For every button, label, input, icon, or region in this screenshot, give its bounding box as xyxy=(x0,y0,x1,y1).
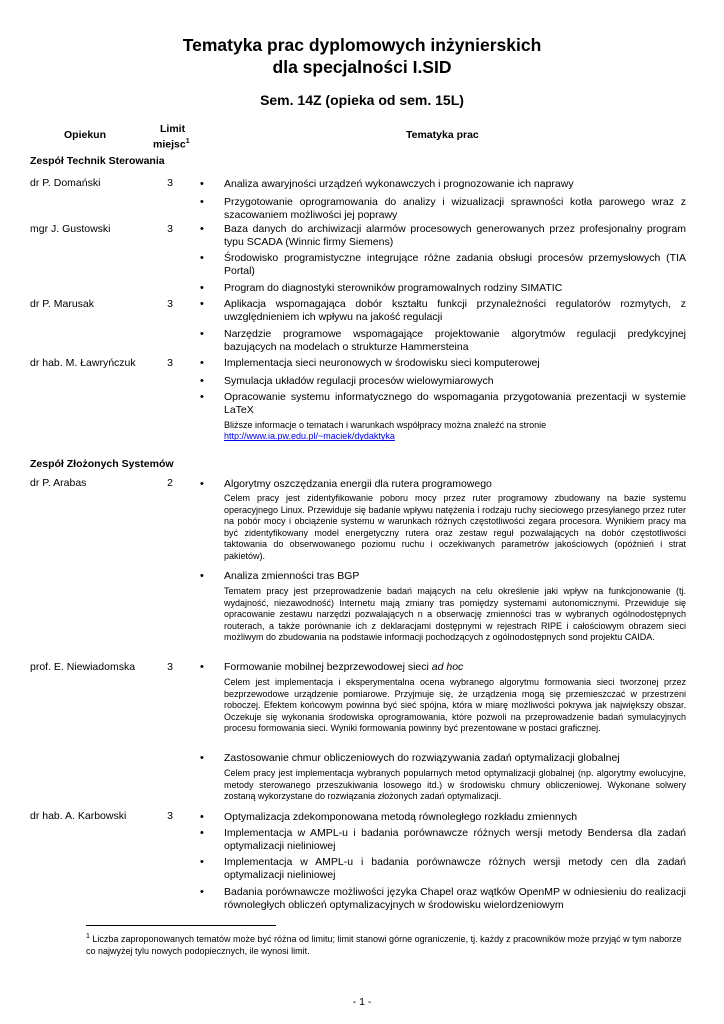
section-title: Zespół Złożonych Systemów xyxy=(30,458,174,470)
limit-value: 3 xyxy=(167,357,173,369)
topic-item: • Formowanie mobilnej bezprzewodowej sieci ad hoc xyxy=(224,661,686,674)
topic-item: • Przygotowanie oprogramowania do analizy i wizualizacji sprawności kotła parowego wraz z szacowaniem możliwości jej poprawy xyxy=(224,196,686,221)
document-title-line1: Tematyka prac dyplomowych inżynierskich xyxy=(182,35,542,55)
limit-value: 3 xyxy=(167,298,173,310)
header-limit-line1: Limit xyxy=(160,123,186,135)
topic-item: • Środowisko programistyczne integrujące różne zadania obsługi procesów przemysłowych (TIA Portal) xyxy=(224,252,686,277)
supervisor-name: dr hab. M. Ławryńczuk xyxy=(30,357,136,369)
topic-item: • Symulacja układów regulacji procesów wielowymiarowych xyxy=(224,375,686,388)
topic-item: • Narzędzie programowe wspomagające projektowanie algorytmów regulacji predykcyjnej bazujących na modelach o strukturze Hammersteina xyxy=(224,328,686,353)
topic-item: • Zastosowanie chmur obliczeniowych do rozwiązywania zadań optymalizacji globalnej xyxy=(224,752,686,765)
topic-item: • Optymalizacja zdekomponowana metodą równoległego rozkładu zmiennych xyxy=(224,811,686,824)
supervisor-name: dr P. Marusak xyxy=(30,298,94,310)
supervisor-name: dr hab. A. Karbowski xyxy=(30,810,127,822)
footnote-divider xyxy=(86,925,276,926)
supervisor-name: dr P. Domański xyxy=(30,177,101,189)
topic-description: Celem pracy jest implementacja wybranych popularnych metod optymalizacji globalnej (np. algorytmy ewolucyjne, metody sterowanego przeszukiwania losowego itd.) w środowisku chmury obliczeniowej. Wykonane solwery zostaną wykorzystane do rozwiązania złożonych zadań optymalizacji. xyxy=(224,768,686,802)
topic-item: • Implementacja sieci neuronowych w środowisku sieci komputerowej xyxy=(224,357,686,370)
header-limit-line2: miejsc$^1$ xyxy=(153,138,190,151)
footnote-text: Liczba zaproponowanych tematów może być różna od limitu; limit stanowi górne ograniczenie, tj. każdy z pracowników może przyjąć w tym naborze co najwyżej tylu nowych podopiecznych, ile wynosi limit. xyxy=(86,934,682,956)
limit-value: 3 xyxy=(167,223,173,235)
supervisor-name: dr P. Arabas xyxy=(30,477,87,489)
section-title: Zespół Technik Sterowania xyxy=(30,155,165,167)
topic-item: • Implementacja w AMPL-u i badania porównawcze różnych wersji metody Bendersa dla zadań optymalizacji nieliniowej xyxy=(224,827,686,852)
topic-item: • Algorytmy oszczędzania energii dla rutera programowego xyxy=(224,478,686,491)
topic-description: Celem jest implementacja i eksperymentalna ocena wybranego algorytmu formowania sieci tworzonej przez bezprzewodowe urządzenie pomiarowe. Przyjmuje się, że urządzenia mogą się przemieszczać w przestrzeni roboczej. Efektem końcowym powinna być sieć spójna, która w miarę możliwości pokrywa jak największy obszar. Oczekuje się wykonania środowiska oprogramowania, które pozwoli na przeprowadzenie badań symulacyjnych procesu formowania sieci. Wyniki formowania powinny być prezentowane w postaci graficznej. xyxy=(224,677,686,734)
topic-description: Tematem pracy jest przeprowadzenie badań mających na celu określenie jaki wpływ na funkcjonowanie (tj. wydajność, niezawodność) Internetu mają zmiany tras pomiędzy systemami autonomicznymi. Przewiduje się opracowanie zestawu narzędzi pozwalających n a obserwację zmienności tras w wybranych ogólnodostępnych routerach, a także porównanie ich z deklaracjami dostępnymi w rejestrach RIPE i całościowym obrazem sieci możliwym do zbudowania na podstawie informacji pochodzących z ogólnodostępnych sond projektu CAIDA. xyxy=(224,586,686,643)
topic-item: • Badania porównawcze możliwości języka Chapel oraz wątków OpenMP w odniesieniu do realizacji równoległych obliczeń optymalizacyjnych w środowisku wielordzeniowym xyxy=(224,886,686,911)
info-note xyxy=(224,420,686,443)
topic-description: Celem pracy jest zidentyfikowanie poboru mocy przez ruter programowy zbudowany na bazie systemu operacyjnego Linux. Przewiduje się badanie wpływu natężenia i rodzaju ruchy sieciowego przesyłanego przez ruter na pobór mocy i obciążenie systemu w warunkach różnych częstotliwości zegara procesora. Wynikiem pracy ma być zidentyfikowany model energetyczny rutera oraz zestaw reguł pozwalających na dobór częstotliwości taktowania do obserwowanego poziomu ruchu i oczekiwanych parametrów jakościowych (opóźnień i strat pakietów). xyxy=(224,493,686,561)
info-link[interactable]: http://www.ia.pw.edu.pl/~maciek/dydaktyka xyxy=(224,431,395,442)
header-supervisor: Opiekun xyxy=(64,129,107,141)
limit-value: 2 xyxy=(167,477,173,489)
limit-value: 3 xyxy=(167,810,173,822)
header-topics: Tematyka prac xyxy=(406,129,479,141)
limit-value: 3 xyxy=(167,177,173,189)
topic-item: • Analiza zmienności tras BGP xyxy=(224,570,686,583)
supervisor-name: mgr J. Gustowski xyxy=(30,223,111,235)
footnote-number: 1 xyxy=(86,933,90,940)
document-subtitle: Sem. 14Z (opieka od sem. 15L) xyxy=(260,92,464,108)
topic-item: • Aplikacja wspomagająca dobór kształtu funkcji przynależności regulatorów rozmytych, z uwzględnieniem ich wpływu na jakość regulacji xyxy=(224,298,686,323)
document-title-line2: dla specjalności I.SID xyxy=(272,57,452,77)
footnote xyxy=(86,931,686,957)
page-number: - 1 - xyxy=(352,996,372,1008)
limit-value: 3 xyxy=(167,661,173,673)
supervisor-name: prof. E. Niewiadomska xyxy=(30,661,136,673)
topic-item: • Analiza awaryjności urządzeń wykonawczych i prognozowanie ich naprawy xyxy=(224,178,686,191)
topic-item: • Opracowanie systemu informatycznego do wspomagania przygotowania prezentacji w systemie LaTeX xyxy=(224,391,686,416)
topic-item: • Implementacja w AMPL-u i badania porównawcze różnych wersji metody cen dla zadań optymalizacji nieliniowej xyxy=(224,856,686,881)
topic-item: • Baza danych do archiwizacji alarmów procesowych generowanych przez profesjonalny program typu SCADA (Winnic firmy Siemens) xyxy=(224,223,686,248)
topic-italic-term: ad hoc xyxy=(431,661,464,673)
topic-item: • Program do diagnostyki sterowników programowalnych rodziny SIMATIC xyxy=(224,282,686,295)
info-note-text: Bliższe informacje o tematach i warunkach współpracy można znaleźć na stronie xyxy=(224,420,547,430)
footnote-mark: 1 xyxy=(185,138,190,145)
